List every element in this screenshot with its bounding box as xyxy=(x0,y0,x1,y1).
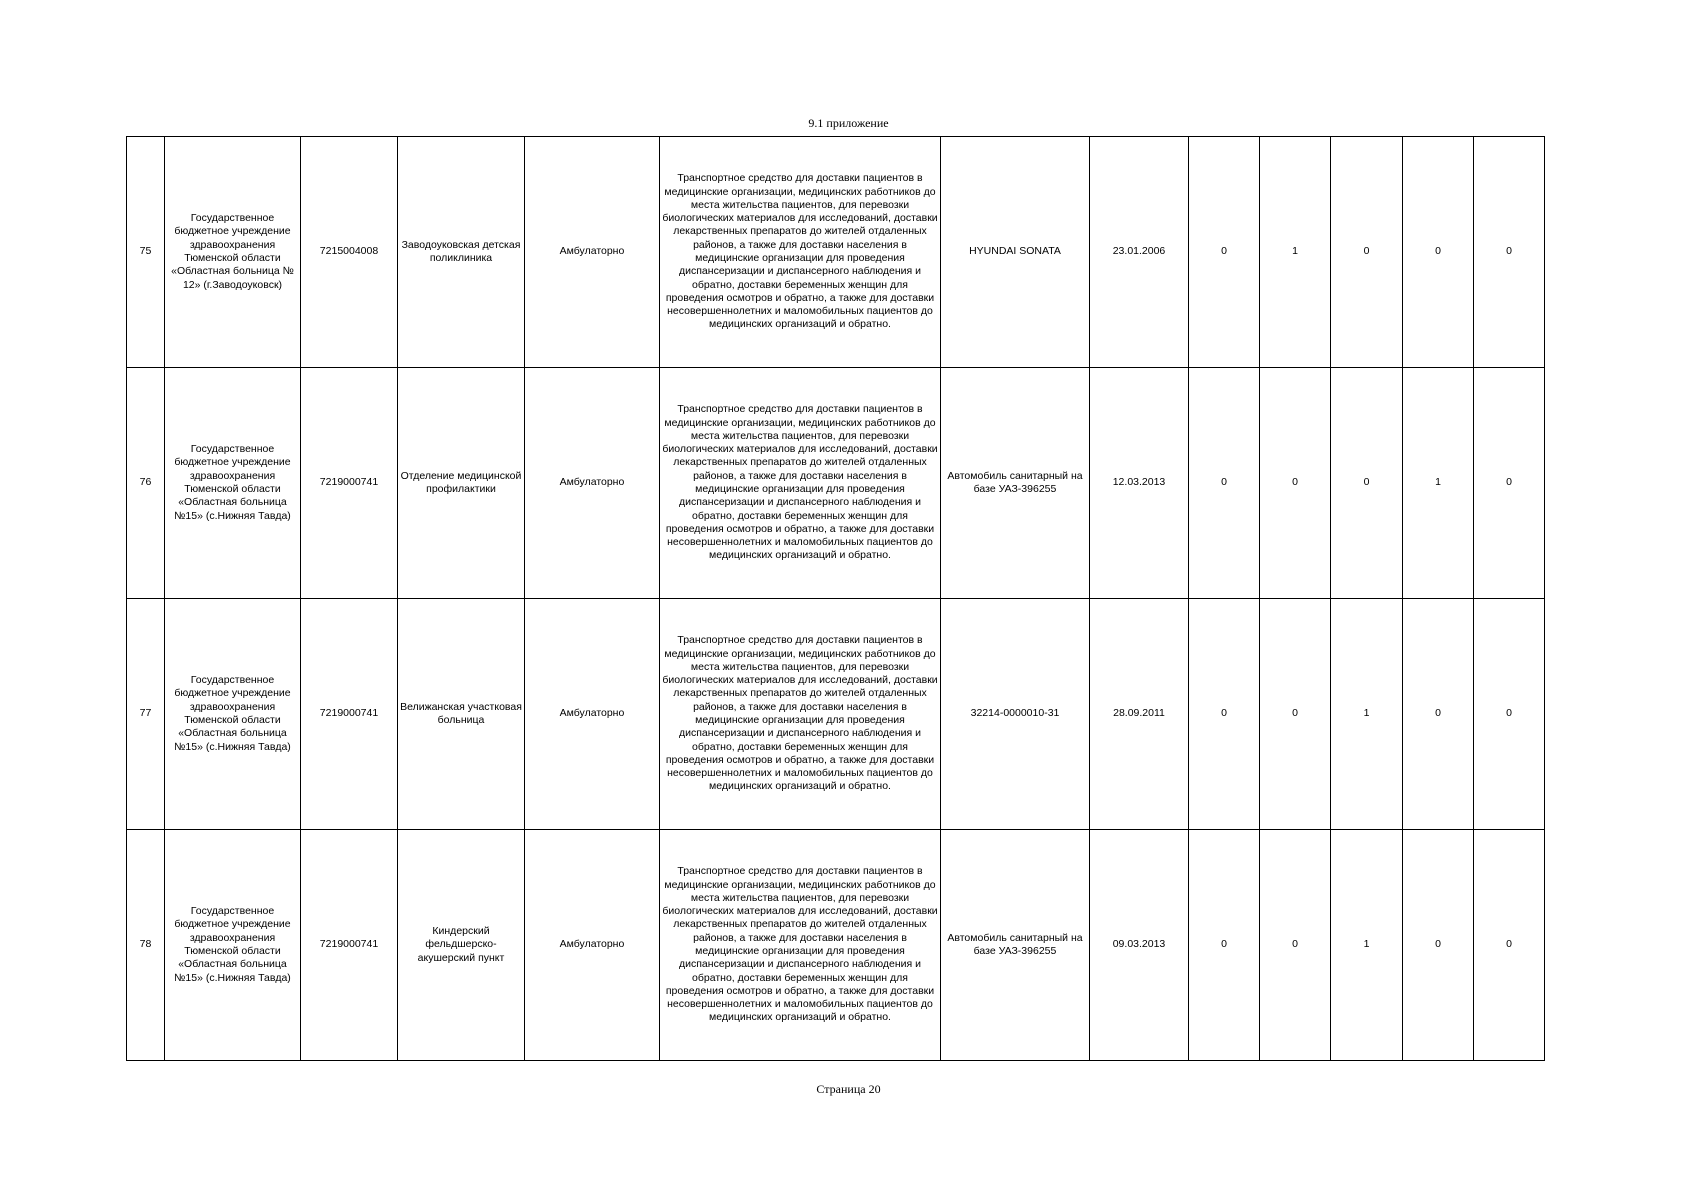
inn-code: 7215004008 xyxy=(301,137,398,368)
care-type: Амбулаторно xyxy=(525,137,660,368)
count-cell-4: 0 xyxy=(1403,830,1474,1061)
count-cell-3: 0 xyxy=(1331,368,1403,599)
count-cell-5: 0 xyxy=(1474,368,1545,599)
vehicle-model: HYUNDAI SONATA xyxy=(941,137,1090,368)
count-cell-1: 0 xyxy=(1189,368,1260,599)
vehicle-purpose: Транспортное средство для доставки пациентов в медицинские организации, медицинских работников до места жительства пациентов, для перевозки биологических материалов для исследований, доставки лекарственных препаратов до жителей отдаленных районов, а также для доставки населения в медицинские организации для проведения диспансеризации и диспансерного наблюдения и обратно, доставки беременных женщин для проведения осмотров и обратно, а также для доставки несовершеннолетних и маломобильных пациентов до медицинских организаций и обратно. xyxy=(660,830,941,1061)
row-number: 75 xyxy=(127,137,165,368)
unit-name: Отделение медицинской профилактики xyxy=(398,368,525,599)
vehicle-purpose: Транспортное средство для доставки пациентов в медицинские организации, медицинских работников до места жительства пациентов, для перевозки биологических материалов для исследований, доставки лекарственных препаратов до жителей отдаленных районов, а также для доставки населения в медицинские организации для проведения диспансеризации и диспансерного наблюдения и обратно, доставки беременных женщин для проведения осмотров и обратно, а также для доставки несовершеннолетних и маломобильных пациентов до медицинских организаций и обратно. xyxy=(660,599,941,830)
count-cell-1: 0 xyxy=(1189,599,1260,830)
count-cell-2: 1 xyxy=(1260,137,1331,368)
count-cell-3: 1 xyxy=(1331,830,1403,1061)
page-footer: Страница 20 xyxy=(816,1082,881,1096)
count-cell-5: 0 xyxy=(1474,137,1545,368)
count-cell-5: 0 xyxy=(1474,599,1545,830)
vehicle-model: 32214-0000010-31 xyxy=(941,599,1090,830)
count-cell-2: 0 xyxy=(1260,830,1331,1061)
care-type: Амбулаторно xyxy=(525,368,660,599)
table-row xyxy=(127,137,1545,368)
unit-name: Киндерский фельдшерско-акушерский пункт xyxy=(398,830,525,1061)
care-type: Амбулаторно xyxy=(525,830,660,1061)
count-cell-2: 0 xyxy=(1260,368,1331,599)
row-number: 78 xyxy=(127,830,165,1061)
organization-name: Государственное бюджетное учреждение здравоохранения Тюменской области «Областная больница №15» (с.Нижняя Тавда) xyxy=(165,599,301,830)
unit-name: Велижанская участковая больница xyxy=(398,599,525,830)
organization-name: Государственное бюджетное учреждение здравоохранения Тюменской области «Областная больница № 12» (г.Заводоуковск) xyxy=(165,137,301,368)
count-cell-5: 0 xyxy=(1474,830,1545,1061)
vehicle-purpose: Транспортное средство для доставки пациентов в медицинские организации, медицинских работников до места жительства пациентов, для перевозки биологических материалов для исследований, доставки лекарственных препаратов до жителей отдаленных районов, а также для доставки населения в медицинские организации для проведения диспансеризации и диспансерного наблюдения и обратно, доставки беременных женщин для проведения осмотров и обратно, а также для доставки несовершеннолетних и маломобильных пациентов до медицинских организаций и обратно. xyxy=(660,137,941,368)
registration-date: 09.03.2013 xyxy=(1090,830,1189,1061)
table-row xyxy=(127,368,1545,599)
count-cell-2: 0 xyxy=(1260,599,1331,830)
vehicle-table xyxy=(126,136,1545,1061)
table-row xyxy=(127,830,1545,1061)
registration-date: 28.09.2011 xyxy=(1090,599,1189,830)
page-header: 9.1 приложение xyxy=(808,116,889,130)
unit-name: Заводоуковская детская поликлиника xyxy=(398,137,525,368)
count-cell-4: 0 xyxy=(1403,599,1474,830)
count-cell-4: 0 xyxy=(1403,137,1474,368)
inn-code: 7219000741 xyxy=(301,830,398,1061)
vehicle-purpose: Транспортное средство для доставки пациентов в медицинские организации, медицинских работников до места жительства пациентов, для перевозки биологических материалов для исследований, доставки лекарственных препаратов до жителей отдаленных районов, а также для доставки населения в медицинские организации для проведения диспансеризации и диспансерного наблюдения и обратно, доставки беременных женщин для проведения осмотров и обратно, а также для доставки несовершеннолетних и маломобильных пациентов до медицинских организаций и обратно. xyxy=(660,368,941,599)
row-number: 77 xyxy=(127,599,165,830)
care-type: Амбулаторно xyxy=(525,599,660,830)
inn-code: 7219000741 xyxy=(301,599,398,830)
count-cell-1: 0 xyxy=(1189,830,1260,1061)
organization-name: Государственное бюджетное учреждение здравоохранения Тюменской области «Областная больница №15» (с.Нижняя Тавда) xyxy=(165,368,301,599)
table-row xyxy=(127,599,1545,830)
organization-name: Государственное бюджетное учреждение здравоохранения Тюменской области «Областная больница №15» (с.Нижняя Тавда) xyxy=(165,830,301,1061)
inn-code: 7219000741 xyxy=(301,368,398,599)
registration-date: 12.03.2013 xyxy=(1090,368,1189,599)
row-number: 76 xyxy=(127,368,165,599)
count-cell-4: 1 xyxy=(1403,368,1474,599)
count-cell-3: 1 xyxy=(1331,599,1403,830)
registration-date: 23.01.2006 xyxy=(1090,137,1189,368)
vehicle-model: Автомобиль санитарный на базе УАЗ-396255 xyxy=(941,368,1090,599)
count-cell-1: 0 xyxy=(1189,137,1260,368)
vehicle-model: Автомобиль санитарный на базе УАЗ-396255 xyxy=(941,830,1090,1061)
count-cell-3: 0 xyxy=(1331,137,1403,368)
